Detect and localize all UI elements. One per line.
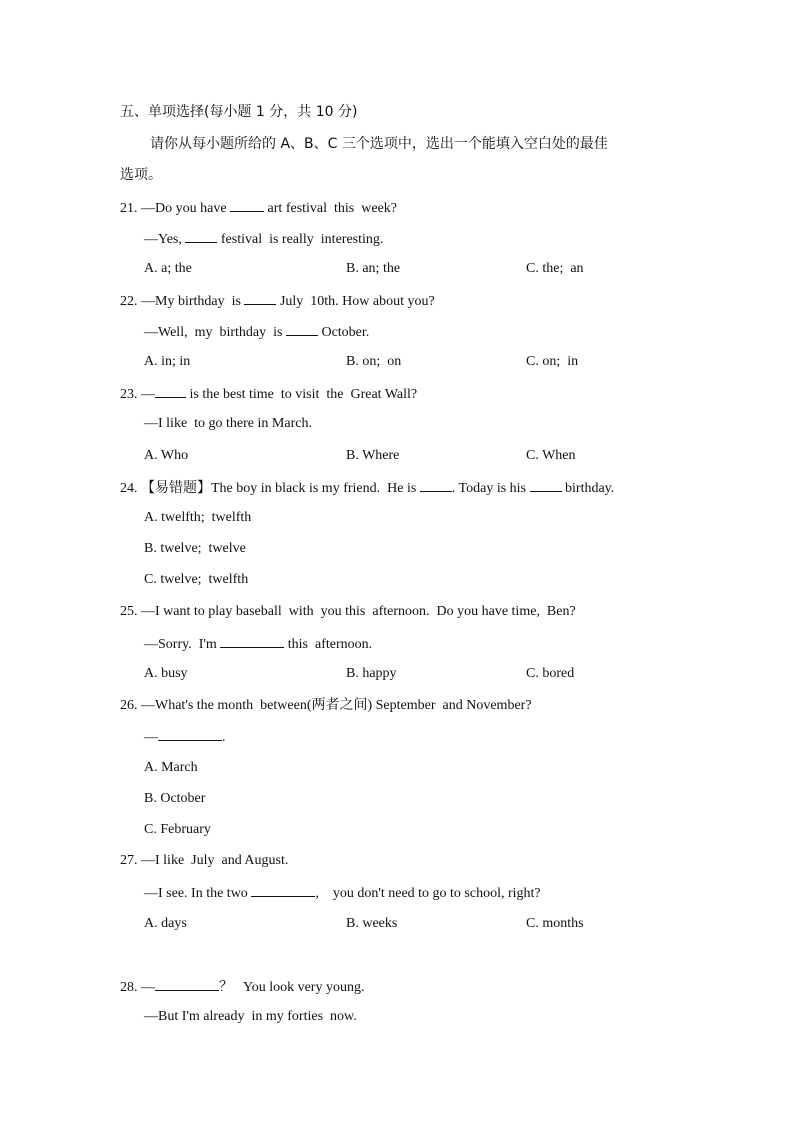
answer-blank	[420, 478, 452, 492]
question-21-option-b[interactable]: B. an; the	[346, 261, 401, 276]
reply-text: —I see. In the two	[144, 886, 252, 901]
reply-text: October.	[317, 325, 370, 340]
question-27-option-c[interactable]: C. months	[526, 916, 584, 931]
question-25-option-b[interactable]: B. happy	[346, 666, 397, 681]
question-25-option-a[interactable]: A. busy	[144, 666, 188, 681]
section-title: 五、单项选择(每小题 1 分，共 10 分)	[120, 104, 358, 120]
question-number: 28.	[120, 980, 141, 995]
stem-text: The boy in black is my friend. He is	[211, 481, 420, 496]
question-21-option-c[interactable]: C. the; an	[526, 261, 584, 276]
question-21-reply	[144, 229, 383, 249]
question-21-stem	[120, 198, 397, 218]
question-28-stem	[120, 977, 364, 997]
reply-text: —Well, my birthday is	[144, 325, 286, 340]
question-number: 22.	[120, 294, 141, 309]
question-number: 25.	[120, 604, 141, 619]
question-number: 26.	[120, 698, 141, 713]
chinese-gloss: 两者之间	[311, 697, 368, 713]
stem-text: —I like July and August.	[141, 853, 289, 868]
stem-text: —	[141, 387, 155, 402]
question-26-option-c[interactable]: C. February	[144, 822, 211, 837]
stem-text: —Do you have	[141, 201, 231, 216]
question-number: 24.	[120, 481, 141, 496]
stem-text: —I want to play baseball with you this afternoon. Do you have time, Ben?	[141, 604, 576, 619]
question-26-option-b[interactable]: B. October	[144, 791, 206, 806]
error-prone-tag: 【易错题】	[141, 480, 211, 496]
reply-text: —Sorry. I'm	[144, 637, 221, 652]
question-26-stem	[120, 696, 532, 715]
answer-blank	[530, 478, 562, 492]
question-number: 27.	[120, 853, 141, 868]
reply-text: .	[222, 730, 226, 745]
question-25-option-c[interactable]: C. bored	[526, 666, 575, 681]
question-22-option-b[interactable]: B. on; on	[346, 354, 402, 369]
question-22-stem	[120, 291, 435, 311]
question-23-option-b[interactable]: B. Where	[346, 448, 400, 463]
question-22-option-a[interactable]: A. in; in	[144, 354, 191, 369]
question-23-option-c[interactable]: C. When	[526, 448, 576, 463]
stem-text: —	[141, 980, 155, 995]
reply-text: —	[144, 730, 158, 745]
stem-text: birthday.	[561, 481, 615, 496]
reply-text: festival is really interesting.	[217, 232, 384, 247]
reply-text: this afternoon.	[284, 637, 373, 652]
answer-blank	[230, 198, 264, 212]
question-25-stem	[120, 603, 576, 621]
question-28-reply: —But I'm already in my forties now.	[144, 1009, 357, 1024]
instruction-line-1: 请你从每小题所给的 A、B、C 三个选项中，选出一个能填入空白处的最佳	[150, 136, 608, 152]
question-23-stem	[120, 384, 417, 404]
stem-text: ？ You look very young.	[219, 980, 365, 995]
question-number: 23.	[120, 387, 141, 402]
stem-text: ) September and November?	[367, 698, 532, 713]
question-24-option-c[interactable]: C. twelve; twelfth	[144, 572, 249, 587]
question-27-reply	[144, 883, 541, 903]
stem-text: is the best time to visit the Great Wall?	[186, 387, 418, 402]
question-24-stem	[120, 478, 614, 498]
answer-blank	[286, 322, 318, 336]
question-23-reply: —I like to go there in March.	[144, 416, 312, 431]
answer-blank	[244, 291, 276, 305]
answer-blank	[158, 727, 222, 741]
question-25-reply	[144, 634, 372, 654]
reply-text: , you don't need to go to school, right?	[315, 886, 541, 901]
stem-text: —What's the month between(	[141, 698, 312, 713]
answer-blank	[251, 883, 315, 897]
answer-blank	[185, 229, 217, 243]
question-27-option-a[interactable]: A. days	[144, 916, 187, 931]
stem-text: . Today is his	[451, 481, 530, 496]
question-26-option-a[interactable]: A. March	[144, 760, 198, 775]
stem-text: art festival this week?	[264, 201, 397, 216]
question-24-option-b[interactable]: B. twelve; twelve	[144, 541, 246, 556]
instruction-line-2: 选项。	[120, 167, 162, 183]
question-22-option-c[interactable]: C. on; in	[526, 354, 579, 369]
question-27-stem	[120, 852, 288, 870]
question-21-option-a[interactable]: A. a; the	[144, 261, 192, 276]
stem-text: —My birthday is	[141, 294, 245, 309]
question-22-reply	[144, 322, 369, 342]
question-24-option-a[interactable]: A. twelfth; twelfth	[144, 510, 252, 525]
answer-blank	[220, 634, 284, 648]
question-23-option-a[interactable]: A. Who	[144, 448, 189, 463]
reply-text: —Yes,	[144, 232, 186, 247]
stem-text: July 10th. How about you?	[276, 294, 435, 309]
answer-blank	[155, 384, 186, 398]
question-number: 21.	[120, 201, 141, 216]
answer-blank	[155, 977, 219, 991]
question-27-option-b[interactable]: B. weeks	[346, 916, 398, 931]
question-26-reply	[144, 727, 226, 747]
